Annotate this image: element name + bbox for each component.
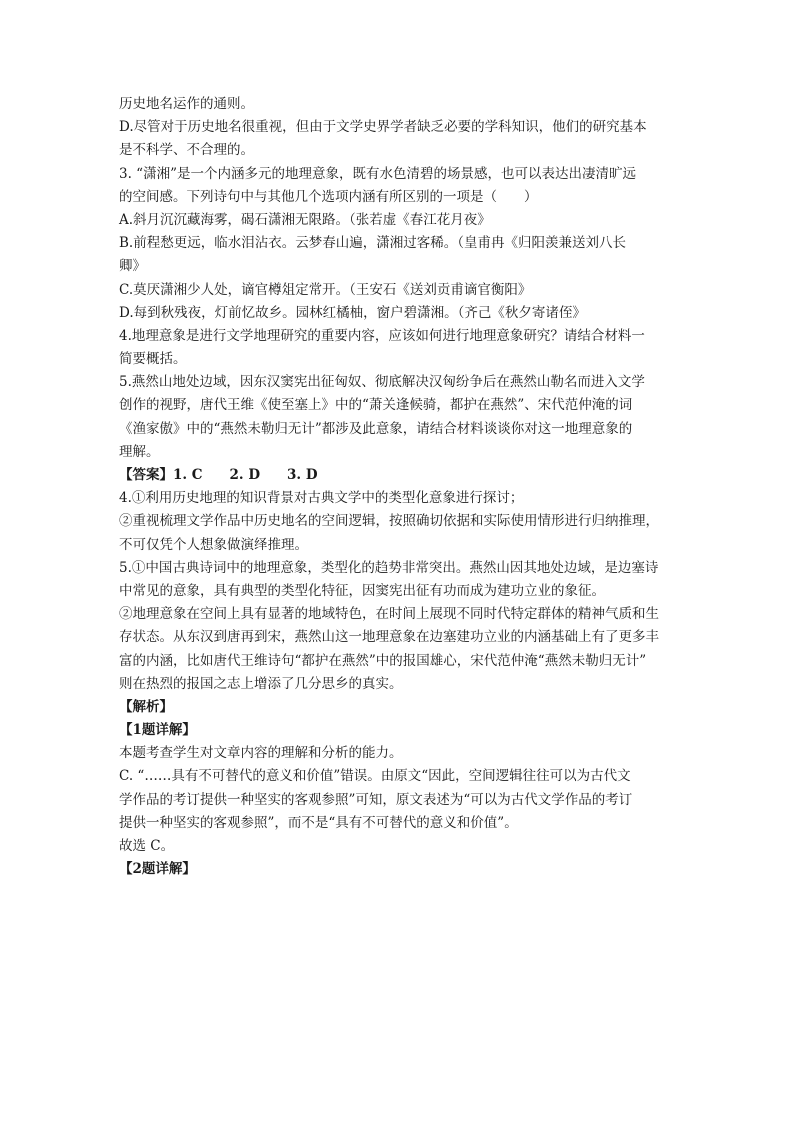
text-line: ②地理意象在空间上具有显著的地域特色，在时间上展现不同时代特定群体的精神气质和生 xyxy=(119,606,659,623)
text-line: C.莫厌潇湘少人处，谪官樽俎定常开。（王安石《送刘贡甫谪官衡阳》 xyxy=(119,281,532,298)
text-line: 中常见的意象，具有典型的类型化特征，因窦宪出征有功而成为建功立业的象征。 xyxy=(119,582,605,599)
text-line: B.前程愁更远，临水泪沾衣。云梦春山遍，潇湘过客稀。（皇甫冉《归阳羡兼送刘八长 xyxy=(119,235,626,252)
text-line: 历史地名运作的通则。 xyxy=(119,96,254,112)
text-line: 【答案】1. C 2. D 3. D xyxy=(119,467,318,483)
text-line: 【2题详解】 xyxy=(119,861,196,878)
text-line: 的空间感。下列诗句中与其他几个选项内涵有所区别的一项是（ ） xyxy=(119,188,538,205)
text-line: 5.燕然山地处边域，因东汉窦宪出征匈奴、彻底解决汉匈纷争后在燕然山勒名而进入文学 xyxy=(119,374,645,391)
text-line: 《渔家傲》中的“燕然未勒归无计”都涉及此意象，请结合材料谈谈你对这一地理意象的 xyxy=(119,420,633,437)
text-line: 4.①利用历史地理的知识背景对古典文学中的类型化意象进行探讨； xyxy=(119,490,524,507)
text-line: 本题考查学生对文章内容的理解和分析的能力。 xyxy=(119,745,403,762)
text-line: 富的内涵，比如唐代王维诗句“都护在燕然”中的报国雄心，宋代范仲淹“燕然未勒归无计” xyxy=(119,652,647,669)
text-line: 故选 C。 xyxy=(119,838,175,854)
text-line: 3. “潇湘”是一个内涵多元的地理意象，既有水色清碧的场景感，也可以表达出凄清旷远 xyxy=(119,165,636,182)
text-line: A.斜月沉沉藏海雾，碣石潇湘无限路。（张若虚《春江花月夜》 xyxy=(119,211,491,228)
text-line: 学作品的考订提供一种坚实的客观参照”可知，原文表述为“可以为古代文学作品的考订 xyxy=(119,791,633,808)
text-line: 存状态。从东汉到唐再到宋，燕然山这一地理意象在边塞建功立业的内涵基础上有了更多丰 xyxy=(119,629,659,646)
text-line: 【解析】 xyxy=(119,698,173,715)
text-line: C. “……具有不可替代的意义和价值”错误。由原文“因此，空间逻辑往往可以为古代文 xyxy=(119,768,631,785)
text-line: 是不科学、不合理的。 xyxy=(119,142,254,159)
document-body xyxy=(119,93,675,881)
text-line: 理解。 xyxy=(119,443,160,460)
text-line: ②重视梳理文学作品中历史地名的空间逻辑，按照确切依据和实际使用情形进行归纳推理， xyxy=(119,513,659,530)
text-line: 简要概括。 xyxy=(119,351,187,368)
text-line: D.尽管对于历史地名很重视，但由于文学史界学者缺乏必要的学科知识，他们的研究基本 xyxy=(119,119,647,136)
text-line: 卿》 xyxy=(119,258,146,275)
text-line: D.每到秋残夜，灯前忆故乡。园林红橘柚，窗户碧潇湘。（齐己《秋夕寄诸侄》 xyxy=(119,304,586,321)
text-line: 不可仅凭个人想象做演绎推理。 xyxy=(119,536,308,553)
text-line: 【1题详解】 xyxy=(119,722,196,739)
text-line: 4.地理意象是进行文学地理研究的重要内容，应该如何进行地理意象研究？请结合材料一 xyxy=(119,327,645,344)
text-line: 5.①中国古典诗词中的地理意象，类型化的趋势非常突出。燕然山因其地处边域，是边塞诗 xyxy=(119,559,659,576)
text-line: 则在热烈的报国之志上增添了几分思乡的真实。 xyxy=(119,675,403,692)
text-line: 创作的视野，唐代王维《使至塞上》中的“萧关逢候骑，都护在燕然”、宋代范仲淹的词 xyxy=(119,397,633,414)
text-line: 提供一种坚实的客观参照”，而不是“具有不可替代的意义和价值”。 xyxy=(119,814,518,831)
